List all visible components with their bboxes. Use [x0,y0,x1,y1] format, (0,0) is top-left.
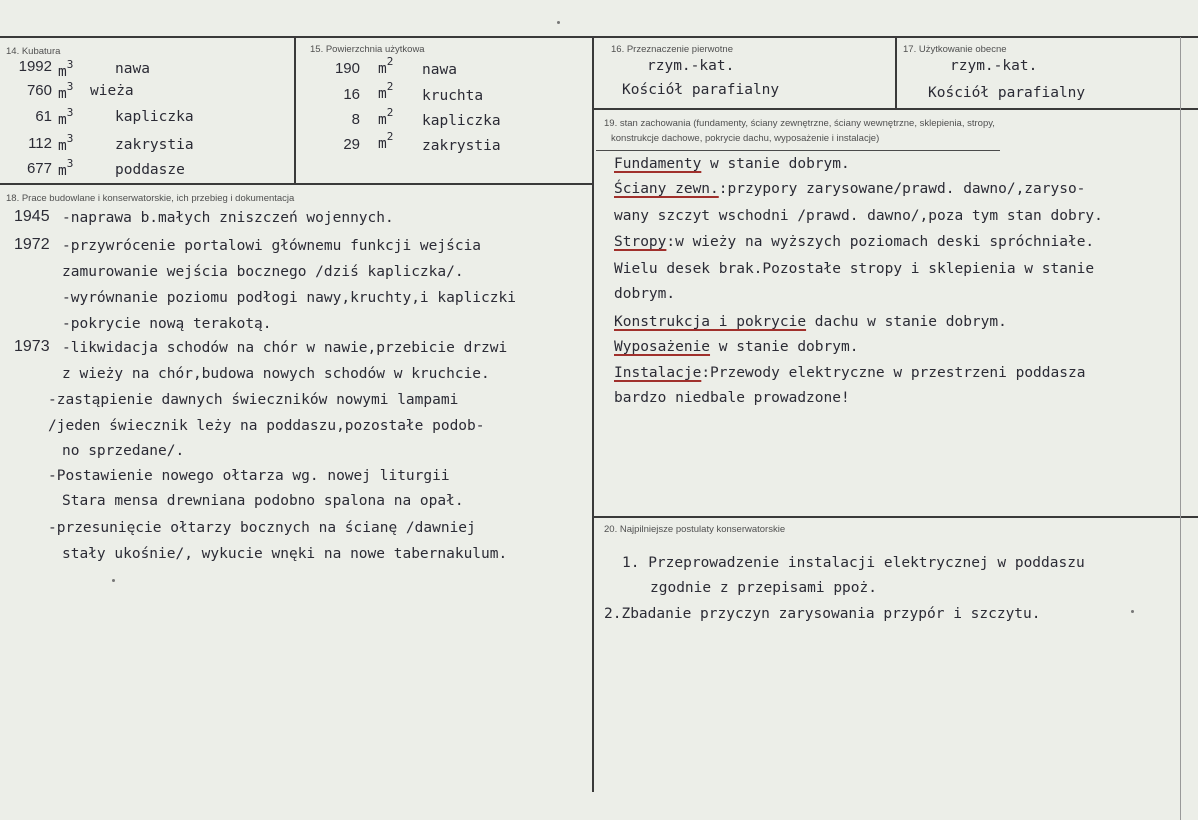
stan-header-rule [596,150,1000,151]
kubatura-unit: $m^3$ [58,157,74,179]
powierzchnia-name: nawa [422,62,457,78]
kubatura-unit: $m^3$ [58,58,74,80]
powierzchnia-value: 16 [343,86,360,103]
divider-center [592,37,594,792]
prace-year: 1972 [14,236,50,253]
przeznaczenie-line2: Kościół parafialny [622,82,780,98]
prace-year: 1945 [14,208,50,225]
row-divider-right-top [593,108,1198,110]
powierzchnia-unit: $m^2$ [378,55,394,77]
prace-year: 1973 [14,338,50,355]
prace-line: /jeden świecznik leży na poddaszu,pozostałe podob- [48,418,485,434]
powierzchnia-value: 29 [343,136,360,153]
kubatura-name: zakrystia [115,137,194,153]
divider-14-15 [294,37,296,183]
powierzchnia-value: 190 [334,60,360,77]
prace-line: -likwidacja schodów na chór w nawie,przebicie drzwi [62,340,508,356]
prace-line: -Postawienie nowego ołtarza wg. nowej liturgii [48,468,450,484]
prace-line: -przesunięcie ołtarzy bocznych na ścianę /dawniej [48,520,476,536]
postulat-1-cont: zgodnie z przepisami ppoż. [650,580,877,596]
postulaty-label: 20. Najpilniejsze postulaty konserwatorskie [604,524,786,535]
kubatura-value: 677 [26,160,52,177]
powierzchnia-name: zakrystia [422,138,501,154]
stan-stropy: Stropy:w wieży na wyższych poziomach deski spróchniałe. [614,234,1095,250]
powierzchnia-label: 15. Powierzchnia użytkowa [310,44,425,55]
postulat-1: 1. Przeprowadzenie instalacji elektrycznej w poddaszu [622,555,1085,571]
stan-sciany: Ściany zewn.:przypory zarysowane/prawd. dawno/,zaryso- [614,181,1086,197]
divider-16-17 [895,37,897,109]
stan-label-cont: konstrukcje dachowe, pokrycie dachu, wyposażenie i instalacje) [611,133,880,144]
prace-label: 18. Prace budowlane i konserwatorskie, ich przebieg i dokumentacja [6,193,295,204]
stan-instalacje-cont: bardzo niedbale prowadzone! [614,390,850,406]
stan-instalacje: Instalacje:Przewody elektryczne w przestrzeni poddasza [614,365,1086,381]
powierzchnia-unit: $m^2$ [378,106,394,128]
kubatura-value: 61 [35,108,52,125]
przeznaczenie-label: 16. Przeznaczenie pierwotne [611,44,733,55]
kubatura-unit: $m^3$ [58,80,74,102]
stan-wyposazenie: Wyposażenie w stanie dobrym. [614,339,859,355]
kubatura-value: 1992 [18,58,52,75]
kubatura-unit: $m^3$ [58,132,74,154]
powierzchnia-value: 8 [351,111,360,128]
prace-line: -zastąpienie dawnych świeczników nowymi lampami [48,392,459,408]
prace-line: no sprzedane/. [62,443,185,459]
powierzchnia-unit: $m^2$ [378,80,394,102]
prace-line: -wyrównanie poziomu podłogi nawy,kruchty,i kapliczki [62,290,516,306]
kubatura-value: 112 [28,135,52,152]
stan-stropy-cont: Wielu desek brak.Pozostałe stropy i sklepienia w stanie [614,261,1095,277]
stan-fundamenty: Fundamenty w stanie dobrym. [614,156,850,172]
uzytkowanie-line1: rzym.-kat. [950,58,1038,74]
przeznaczenie-line1: rzym.-kat. [647,58,735,74]
stan-stropy-cont2: dobrym. [614,286,676,302]
stan-sciany-cont: wany szczyt wschodni /prawd. dawno/,poza tym stan dobry. [614,208,1103,224]
prace-line: z wieży na chór,budowa nowych schodów w kruchcie. [62,366,490,382]
paper-speck [112,579,115,582]
powierzchnia-name: kruchta [422,88,484,104]
prace-line: Stara mensa drewniana podobno spalona na opał. [62,493,464,509]
powierzchnia-name: kapliczka [422,113,501,129]
stan-konstrukcja: Konstrukcja i pokrycie dachu w stanie dobrym. [614,314,1007,330]
right-border [1180,37,1181,820]
row-divider-right-mid [593,516,1198,518]
paper-speck [1131,610,1134,613]
powierzchnia-unit: $m^2$ [378,130,394,152]
kubatura-value: 760 [26,82,52,99]
kubatura-name: poddasze [115,162,185,178]
top-border [0,36,1198,38]
prace-line: -pokrycie nową terakotą. [62,316,272,332]
kubatura-name: kapliczka [115,109,194,125]
row-divider-left [0,183,593,185]
paper-speck [557,21,560,24]
prace-line: zamurowanie wejścia bocznego /dziś kapliczka/. [62,264,464,280]
postulat-2: 2.Zbadanie przyczyn zarysowania przypór i szczytu. [604,606,1041,622]
kubatura-label: 14. Kubatura [6,46,61,57]
prace-line: -naprawa b.małych zniszczeń wojennych. [62,210,394,226]
uzytkowanie-label: 17. Użytkowanie obecne [903,44,1007,55]
kubatura-name: wieża [90,83,134,99]
stan-label: 19. stan zachowania (fundamenty, ściany zewnętrzne, ściany wewnętrzne, sklepienia, stropy, [604,118,995,129]
prace-line: stały ukośnie/, wykucie wnęki na nowe tabernakulum. [62,546,508,562]
kubatura-unit: $m^3$ [58,106,74,128]
kubatura-name: nawa [115,61,150,77]
prace-line: -przywrócenie portalowi głównemu funkcji wejścia [62,238,482,254]
uzytkowanie-line2: Kościół parafialny [928,85,1086,101]
